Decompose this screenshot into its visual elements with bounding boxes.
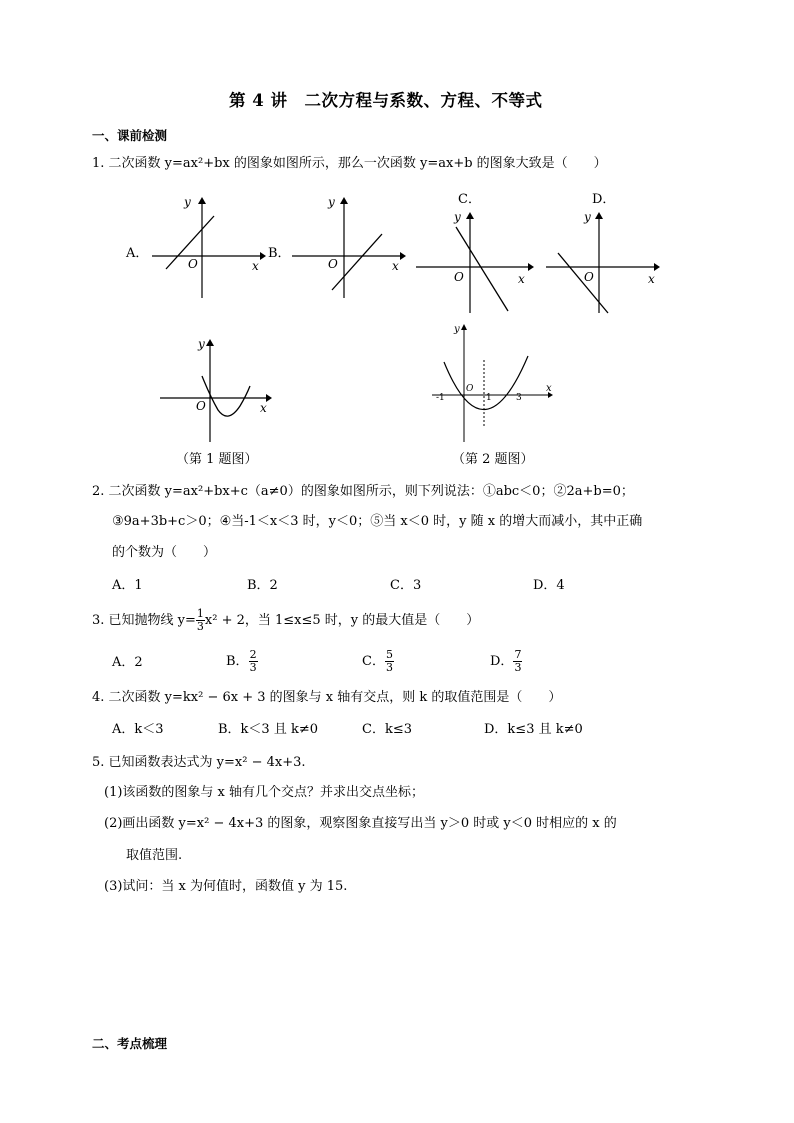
question-3-post: x² + 2，当 1≤x≤5 时，y 的最大值是（ ） xyxy=(204,613,480,628)
origin-label: O xyxy=(466,384,474,394)
option-b-graph xyxy=(288,192,406,304)
tick-neg1: -1 xyxy=(436,393,445,403)
origin-label: O xyxy=(188,257,198,271)
question-2-option-c: C．3 xyxy=(390,578,422,593)
question-1-figure xyxy=(156,334,278,444)
question-1: 1. 二次函数 y=ax²+bx 的图象如图所示，那么一次函数 y=ax+b 的图象大致是（ ） xyxy=(92,156,607,171)
question-4-option-d: D．k≤3 且 k≠0 xyxy=(484,722,583,737)
tick-1: 1 xyxy=(486,393,492,403)
question-5-part-1: (1)该函数的图象与 x 轴有几个交点？并求出交点坐标； xyxy=(104,785,425,800)
question-2-caption: （第 2 题图） xyxy=(452,452,534,467)
question-3 xyxy=(92,604,479,638)
origin-label: O xyxy=(454,270,464,284)
tick-3: 3 xyxy=(516,393,522,403)
axis-y-label: y xyxy=(184,195,191,209)
origin-label: O xyxy=(328,257,338,271)
question-4-option-a: A．k＜3 xyxy=(112,722,164,737)
question-2-option-a: A．1 xyxy=(112,578,143,593)
axis-x-label: x xyxy=(252,259,259,273)
axis-y-label: y xyxy=(454,210,461,224)
axis-x-label: x xyxy=(260,401,267,415)
question-2-figure xyxy=(428,320,556,445)
question-4-option-c: C．k≤3 xyxy=(362,722,412,737)
question-2-line-3: 的个数为（ ） xyxy=(112,545,217,560)
page-title: 第 4 讲 二次方程与系数、方程、不等式 xyxy=(229,91,543,110)
fraction-one-third: $\frac{1}{3}$ xyxy=(196,607,204,633)
question-5-part-2-cont: 取值范围. xyxy=(126,848,183,863)
question-3-option-c: C． $\frac{5}{3}$ xyxy=(362,648,393,674)
option-d-label: D． xyxy=(592,192,616,207)
option-a-graph xyxy=(148,192,266,304)
svg-text:y: y xyxy=(454,324,460,335)
option-d-graph xyxy=(542,205,664,315)
origin-label: O xyxy=(196,399,206,413)
question-2-option-b: B．2 xyxy=(247,578,278,593)
section-heading-2: 二、考点梳理 xyxy=(92,1036,168,1051)
question-3-option-a: A．2 xyxy=(112,655,143,670)
origin-label: O xyxy=(584,270,594,284)
question-5-part-3: (3)试问：当 x 为何值时，函数值 y 为 15. xyxy=(104,879,348,894)
section-heading-1: 一、课前检测 xyxy=(92,128,168,143)
axis-x-label: x xyxy=(518,272,525,286)
question-4: 4. 二次函数 y=kx² − 6x + 3 的图象与 x 轴有交点，则 k 的取值范围是（ ） xyxy=(92,690,562,705)
question-2-option-d: D．4 xyxy=(533,578,565,593)
option-a-label: A． xyxy=(126,246,149,261)
axis-y-label: y xyxy=(328,195,335,209)
question-2-line-1: 2. 二次函数 y=ax²+bx+c（a≠0）的图象如图所示，则下列说法：①abc＜0；②2a+b=0； xyxy=(92,484,634,499)
axis-x-label: x xyxy=(392,259,399,273)
svg-text:x: x xyxy=(546,383,552,394)
question-1-caption: （第 1 题图） xyxy=(176,452,258,467)
option-c-graph xyxy=(412,205,534,315)
question-4-option-b: B．k＜3 且 k≠0 xyxy=(218,722,319,737)
axis-y-label: y xyxy=(198,337,205,351)
axis-y-label: y xyxy=(584,210,591,224)
question-2-line-2: ③9a+3b+c＞0；④当-1＜x＜3 时，y＜0；⑤当 x＜0 时，y 随 x 的增大而减小，其中正确 xyxy=(112,514,643,529)
axis-x-label: x xyxy=(648,272,655,286)
question-3-pre: 3. 已知抛物线 y= xyxy=(92,613,196,628)
question-5-part-2: (2)画出函数 y=x² − 4x+3 的图象，观察图象直接写出当 y＞0 时或 y＜0 时相应的 x 的 xyxy=(104,816,617,831)
question-3-option-b: B． $\frac{2}{3}$ xyxy=(226,648,257,674)
option-b-label: B． xyxy=(268,246,291,261)
question-3-option-d: D． $\frac{7}{3}$ xyxy=(490,648,522,674)
question-5: 5. 已知函数表达式为 y=x² − 4x+3. xyxy=(92,755,306,770)
option-c-label: C． xyxy=(458,192,481,207)
